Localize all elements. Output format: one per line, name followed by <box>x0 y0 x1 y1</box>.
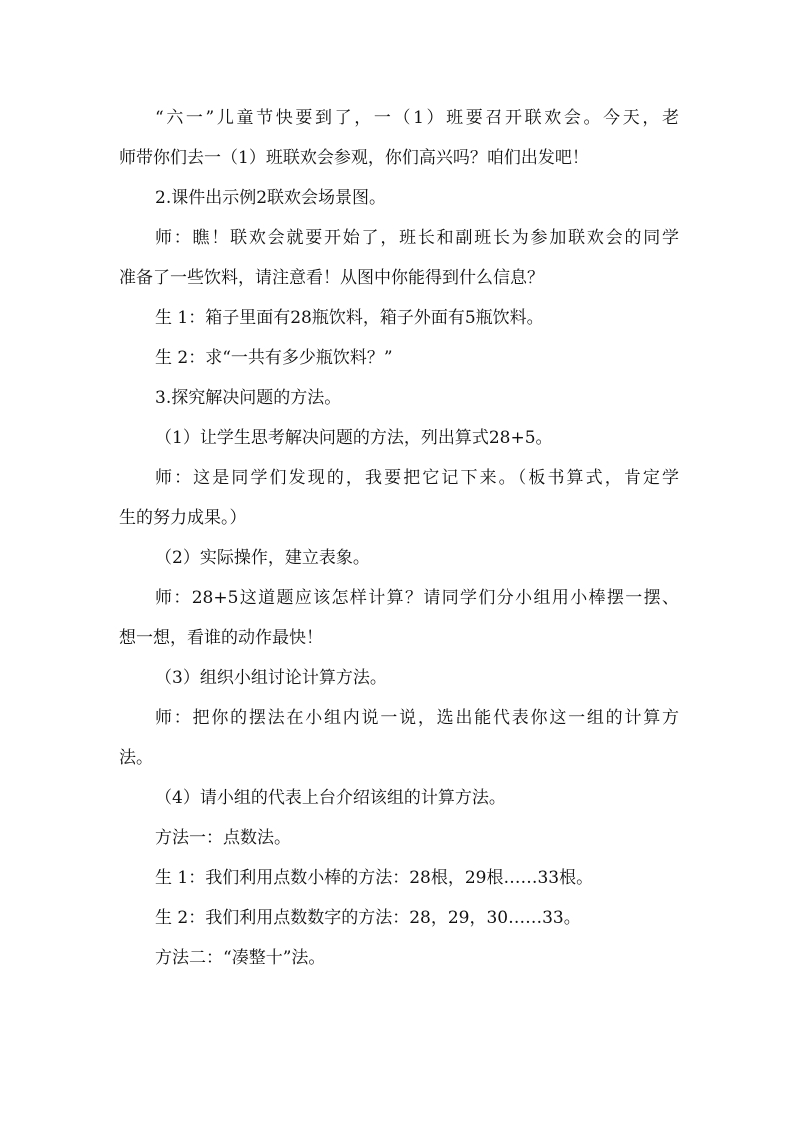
method-1-heading: 方法一：点数法。 <box>155 828 291 848</box>
method-1-student-1: 生 1：我们利用点数小棒的方法：28根，29根……33根。 <box>155 868 594 888</box>
teacher-line-2-cont: 生的努力成果。） <box>119 508 247 528</box>
document-body <box>119 98 679 978</box>
substep-3: （3）组织小组讨论计算方法。 <box>155 668 387 688</box>
method-2-heading: 方法二：“凑整十”法。 <box>155 948 326 968</box>
student-2-line: 生 2：求“一共有多少瓶饮料？” <box>155 348 393 368</box>
substep-1: （1）让学生思考解决问题的方法，列出算式28+5。 <box>155 428 553 448</box>
teacher-line-1: 师：瞧！联欢会就要开始了，班长和副班长为参加联欢会的同学 <box>155 228 679 248</box>
paragraph-intro-line-1: “六一”儿童节快要到了，一（1）班要召开联欢会。今天，老 <box>155 108 679 128</box>
teacher-line-1-cont: 准备了一些饮料，请注意看！从图中你能得到什么信息？ <box>119 268 544 288</box>
paragraph-intro-line-2: 师带你们去一（1）班联欢会参观，你们高兴吗？咱们出发吧！ <box>119 148 589 168</box>
teacher-line-3-cont: 想一想，看谁的动作最快！ <box>119 628 323 648</box>
teacher-line-4-cont: 法。 <box>119 748 153 768</box>
step-3-heading: 3.探究解决问题的方法。 <box>155 388 342 408</box>
teacher-line-3: 师：28+5这道题应该怎样计算？请同学们分小组用小棒摆一摆、 <box>155 588 679 608</box>
substep-4: （4）请小组的代表上台介绍该组的计算方法。 <box>155 788 506 808</box>
method-1-student-2: 生 2：我们利用点数数字的方法：28，29，30……33。 <box>155 908 581 928</box>
step-2-heading: 2.课件出示例2联欢会场景图。 <box>155 188 387 208</box>
teacher-line-2: 师：这是同学们发现的，我要把它记下来。（板书算式，肯定学 <box>155 468 679 488</box>
substep-2: （2）实际操作，建立表象。 <box>155 548 370 568</box>
teacher-line-4: 师：把你的摆法在小组内说一说，选出能代表你这一组的计算方 <box>155 708 679 728</box>
student-1-line: 生 1：箱子里面有28瓶饮料，箱子外面有5瓶饮料。 <box>155 308 544 328</box>
